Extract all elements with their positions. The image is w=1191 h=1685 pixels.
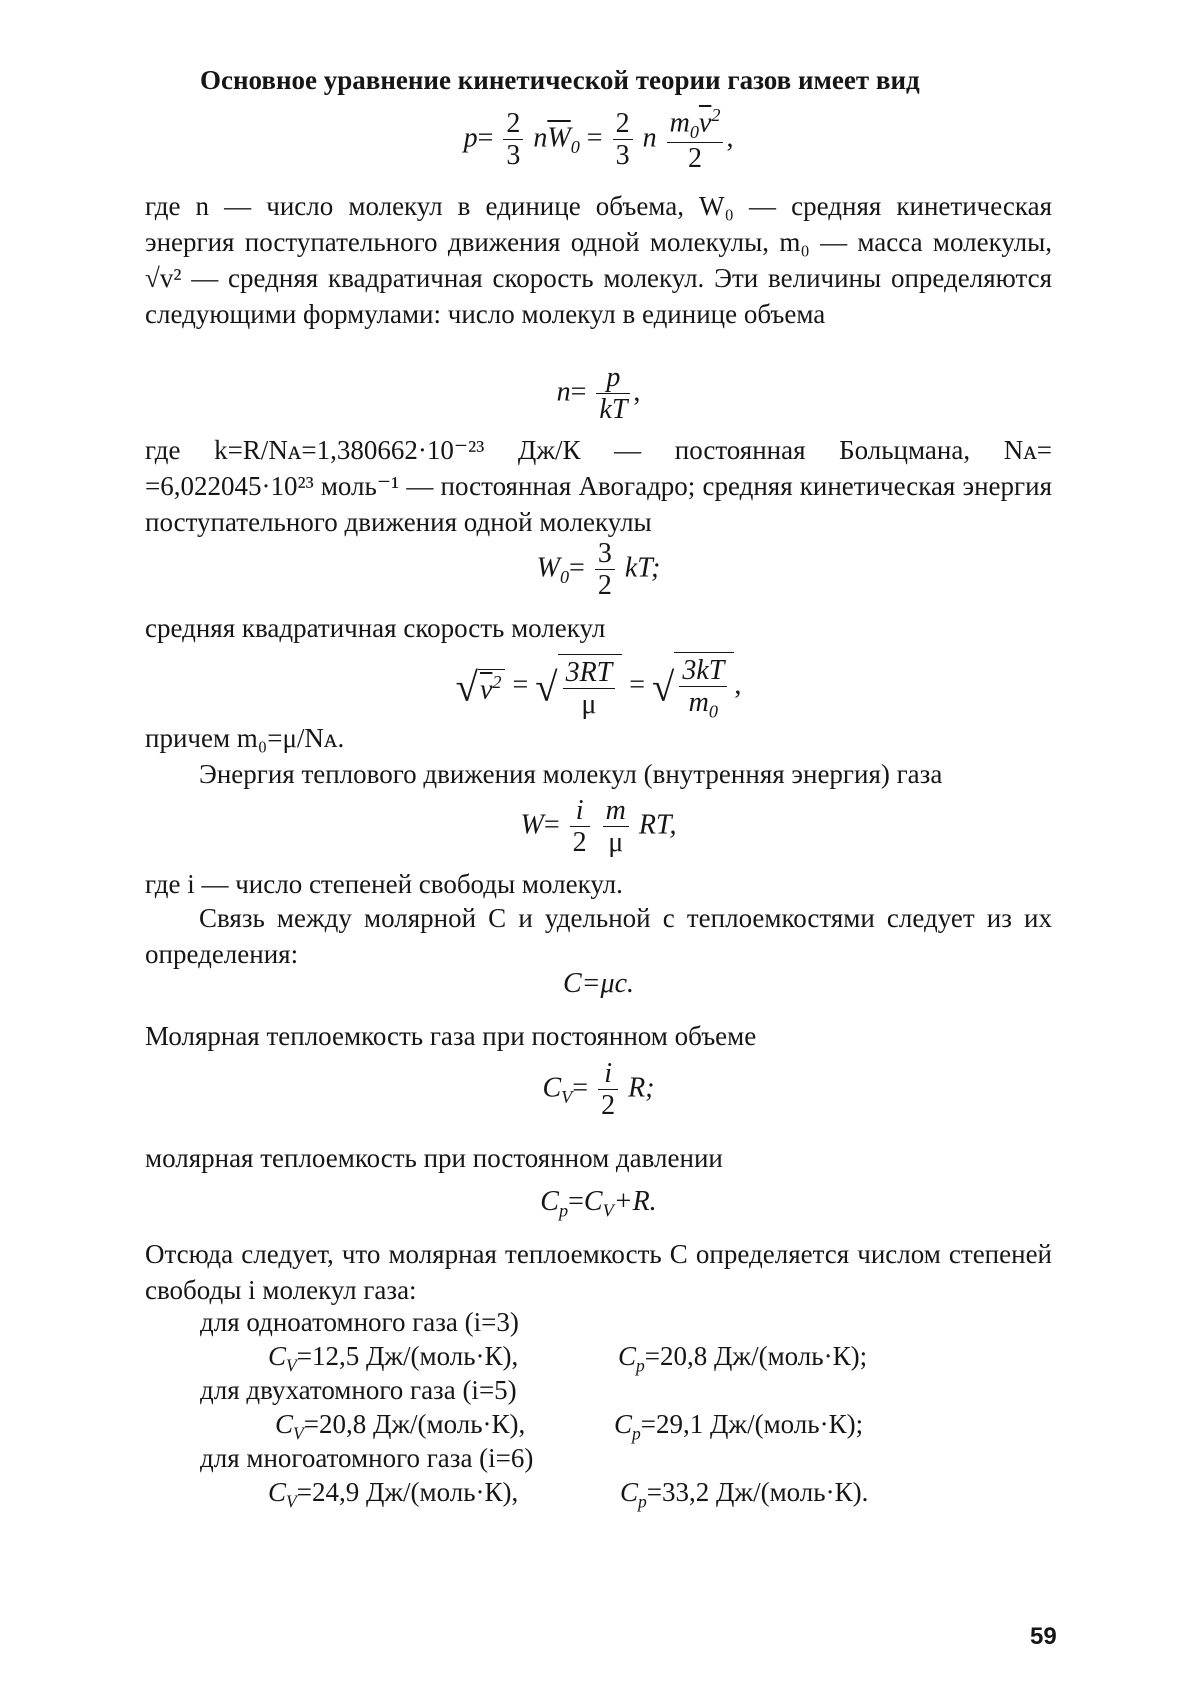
case-polyatomic-cp: $C_p=33,2$ Дж/(моль·К).: [620, 1477, 869, 1512]
equation-molar-specific: C=μc.: [562, 968, 635, 999]
equation-rms-speed: $√v^2$ = √ $\frac{3RT}{\mu}$ = √ $\frac{3kT}{m_0}$ ,: [145, 652, 1052, 732]
paragraph-mass-relation: причем m₀=μ/Nᴀ.: [145, 723, 345, 753]
case-diatomic-cv: $C_V=20,8$ Дж/(моль·К),: [275, 1409, 526, 1444]
case-diatomic-cp: $C_p=29,1$ Дж/(моль·К);: [614, 1409, 864, 1444]
paragraph-constants: где k=R/Nᴀ=1,380662·10⁻²³ Дж/К — постоянная Больцмана, Nᴀ= =6,022045·10²³ моль⁻¹ — постоянная Авогадро; средняя кинетическая энергия поступательного движения одной молекулы: [145, 435, 1052, 537]
equation-concentration: n= $\frac{p}{kT}$ ,: [556, 362, 641, 426]
case-monatomic-label: для одноатомного газа (i=3): [200, 1307, 519, 1337]
paragraph-internal-energy: Энергия теплового движения молекул (внутренняя энергия) газа: [199, 759, 943, 789]
case-diatomic-label: для двухатомного газа (i=5): [200, 1375, 517, 1405]
paragraph-cp-intro: молярная теплоемкость при постоянном давлении: [145, 1143, 723, 1173]
equation-mean-energy: $W_0=$ $\frac{3}{2}$ kT;: [536, 538, 661, 602]
case-monatomic-cv: $C_V=12,5$ Дж/(моль·К),: [268, 1341, 519, 1376]
paragraph-rms-speed-intro: средняя квадратичная скорость молекул: [145, 613, 606, 643]
case-monatomic-cp: $C_p=20,8$ Дж/(моль·К);: [618, 1341, 868, 1376]
paragraph-heat-capacity-relation: Связь между молярной C и удельной c теплоемкостями следует из их определения:: [145, 903, 1052, 969]
equation-cp: $C_p=C_V+R$.: [540, 1186, 657, 1221]
paragraph-degrees-of-freedom: где i — число степеней свободы молекул.: [145, 869, 623, 899]
paragraph-conclusion: Отсюда следует, что молярная теплоемкость C определяется числом степеней свободы i молекул газа:: [145, 1239, 1052, 1305]
case-polyatomic-cv: $C_V=24,9$ Дж/(моль·К),: [268, 1477, 519, 1512]
page-number: 59: [1030, 1623, 1057, 1650]
paragraph-definitions: где n — число молекул в единице объема, W₀ — средняя кинетическая энергия поступательного движения одной молекулы, m₀ — масса молекулы, √v² — средняя квадратичная скорость молекул. Эти величины определяются следующими формулами: число молекул в единице объема: [145, 191, 1052, 329]
equation-kinetic-theory: p= $\frac{2}{3}$ $n\overline{W}_0$ = $\frac{2}{3}$ n $\frac{m_0\overline{v}^2}{2}$ ,: [463, 105, 734, 175]
paragraph-cv-intro: Молярная теплоемкость газа при постоянном объеме: [145, 1021, 757, 1051]
equation-cv: $C_V=$ $\frac{i}{2}$ R;: [542, 1058, 655, 1122]
equation-internal-energy: W= $\frac{i}{2}$ $\frac{m}{\mu}$ RT,: [520, 795, 677, 859]
case-polyatomic-label: для многоатомного газа (i=6): [200, 1443, 534, 1473]
intro-sentence: Основное уравнение кинетической теории газов имеет вид: [200, 65, 920, 95]
